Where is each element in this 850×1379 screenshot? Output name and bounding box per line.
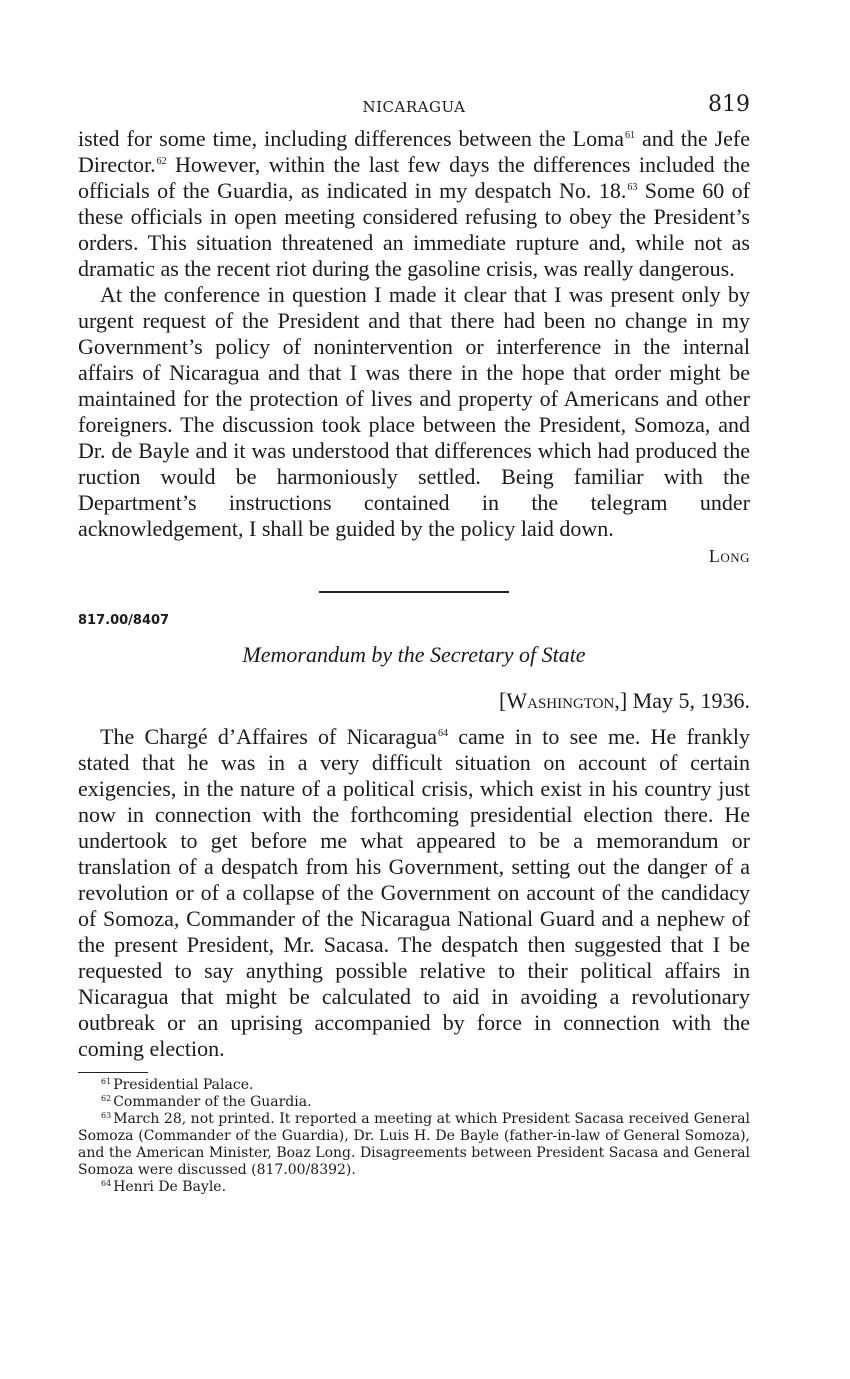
- memo-paragraph: [78, 724, 750, 1062]
- text-run: However, within the last few days the differences included the officials of the Guardia, as indicated in my despatch No. 18.: [78, 152, 750, 203]
- footnote-ref-63[interactable]: 63: [627, 182, 638, 193]
- footnote-marker: 62: [101, 1094, 112, 1103]
- footnote-text: Commander of the Guardia.: [113, 1094, 312, 1110]
- page-number: 819: [708, 92, 750, 117]
- running-header: [78, 90, 750, 126]
- footnote-marker: 61: [101, 1077, 112, 1086]
- footnote-ref-62[interactable]: 62: [156, 156, 167, 167]
- dateline-date: May 5, 1936.: [627, 688, 750, 713]
- footnote-text: Presidential Palace.: [113, 1077, 254, 1093]
- text-run: The Chargé d’Affaires of Nicaragua: [100, 724, 438, 749]
- footnote-64: [78, 1179, 750, 1196]
- footnote-marker: 64: [101, 1179, 112, 1188]
- dateline-place: [Washington,]: [499, 688, 628, 713]
- continued-paragraph: [78, 126, 750, 282]
- footnote-text: Henri De Bayle.: [113, 1179, 227, 1195]
- footnote-62: [78, 1094, 750, 1111]
- footnote-63: [78, 1111, 750, 1179]
- text-run: isted for some time, including differences between the Loma: [78, 126, 624, 151]
- footnote-marker: 63: [101, 1111, 112, 1120]
- footnote-text: March 28, not printed. It reported a meeting at which President Sacasa received General Somoza (Commander of the Guardia), Dr. Luis H. De Bayle (father-in-law of General Somoza), and the American Minister, Boaz Long. Disagreements between President Sacasa and General Somoza were discussed (817.00/8392).: [78, 1111, 750, 1178]
- running-head-title: NICARAGUA: [362, 98, 466, 116]
- signature: Long: [708, 546, 750, 566]
- body-paragraph: At the conference in question I made it clear that I was present only by urgent request of the President and that there had been no change in my Government’s policy of nonintervention or interference in the internal affairs of Nicaragua and that I was there in the hope that order might be maintained for the protection of lives and property of Americans and other foreigners. The discussion took place between the President, Somoza, and Dr. de Bayle and it was understood that differences which had produced the ruction would be harmoniously settled. Being familiar with the Department’s instructions contained in the telegram under acknowledgement, I shall be guided by the policy laid down.: [78, 282, 750, 541]
- document-page: [78, 90, 750, 1196]
- file-reference: 817.00/8407: [78, 613, 170, 628]
- footnotes: [78, 1077, 750, 1196]
- document-title: Memorandum by the Secretary of State: [242, 642, 586, 667]
- section-divider: [319, 591, 509, 593]
- dateline: [78, 688, 750, 714]
- footnote-ref-61[interactable]: 61: [625, 130, 635, 141]
- footnote-61: [78, 1077, 750, 1094]
- footnote-ref-64[interactable]: 64: [438, 728, 449, 739]
- footnote-divider: [78, 1072, 148, 1073]
- text-run: came in to see me. He frankly stated that he was in a very difficult situation on account of certain exigencies, in the nature of a political crisis, which exist in his country just now in connection with the forthcoming presidential election there. He undertook to get before me what appeared to be a memorandum or translation of a despatch from his Government, setting out the danger of a revolution or of a collapse of the Government on account of the candidacy of Somoza, Commander of the Nicaragua National Guard and a nephew of the present President, Mr. Sacasa. The despatch then suggested that I be requested to say anything possible relative to their political affairs in Nicaragua that might be calculated to aid in avoiding a revolutionary outbreak or an uprising accompanied by force in connection with the coming election.: [78, 724, 750, 1061]
- text-run: and the Jefe Director.: [78, 126, 750, 177]
- text-run: Some 60 of these officials in open meeting considered refusing to obey the President’s orders. This situation threatened an immediate rupture and, while not as dramatic as the recent riot during the gasoline crisis, was really dangerous.: [78, 178, 750, 281]
